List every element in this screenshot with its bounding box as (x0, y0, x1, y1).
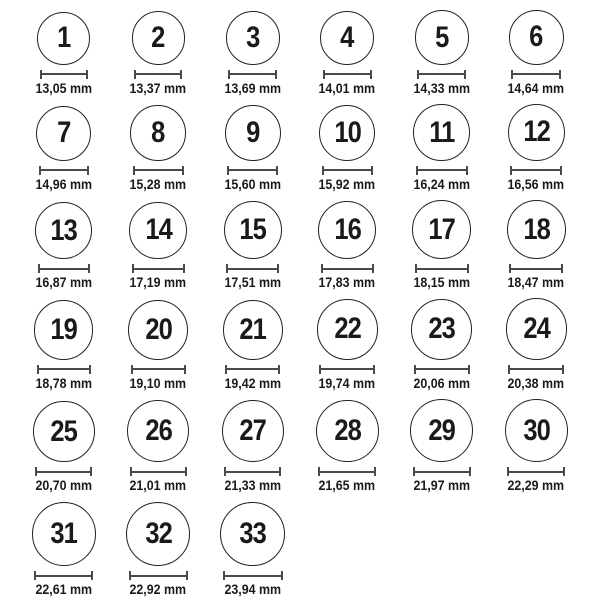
ring-size-number: 2 (151, 21, 165, 55)
diameter-label: 22,29 mm (507, 478, 565, 494)
ring-circle-icon (128, 300, 188, 360)
ring-circle-icon (36, 106, 91, 161)
ring-size-number: 33 (239, 516, 267, 550)
diameter-label: 15,60 mm (224, 176, 282, 192)
ring-size-number: 29 (428, 413, 456, 447)
ring-size-number: 20 (144, 312, 172, 346)
diameter-dimension-line (37, 365, 91, 374)
ring-circle-icon (35, 202, 92, 259)
ring-size-cell (316, 105, 378, 193)
ring-circle-icon (316, 400, 379, 463)
diameter-label: 17,51 mm (224, 275, 282, 291)
diameter-label: 17,83 mm (318, 275, 376, 291)
diameter-label: 14,96 mm (35, 176, 93, 192)
ring-size-cell (33, 401, 95, 495)
ring-size-cell (220, 502, 285, 599)
ring-size-cell (505, 399, 568, 495)
ring-size-number: 3 (246, 20, 260, 54)
ring-size-cell (316, 11, 378, 97)
ring-size-cell (411, 200, 473, 291)
diameter-label: 13,05 mm (35, 80, 93, 96)
diameter-label: 14,33 mm (413, 80, 471, 96)
ring-size-number: 6 (529, 20, 543, 54)
diameter-dimension-line (35, 467, 92, 476)
diameter-dimension-line (40, 70, 88, 79)
diameter-dimension-line (509, 264, 563, 273)
diameter-dimension-line (225, 365, 280, 374)
ring-circle-icon (34, 300, 93, 359)
ring-size-cell (33, 300, 95, 392)
ring-size-cell (222, 300, 284, 392)
ring-circle-icon (127, 400, 189, 462)
diameter-dimension-line (133, 166, 184, 175)
diameter-label: 18,78 mm (35, 375, 93, 391)
ring-size-number: 27 (239, 414, 267, 448)
diameter-label: 16,87 mm (35, 275, 93, 291)
diameter-dimension-line (416, 166, 468, 175)
ring-circle-icon (132, 11, 185, 64)
ring-size-cell (126, 502, 190, 598)
diameter-label: 19,42 mm (224, 375, 282, 391)
diameter-dimension-line (38, 264, 90, 273)
diameter-dimension-line (224, 467, 281, 476)
ring-circle-icon (32, 502, 96, 566)
diameter-dimension-line (417, 70, 466, 79)
ring-size-cell (222, 201, 284, 291)
ring-size-number: 9 (246, 116, 260, 149)
diameter-label: 21,65 mm (318, 478, 376, 494)
diameter-label: 19,74 mm (318, 375, 376, 391)
ring-size-number: 31 (50, 517, 78, 551)
ring-size-cell (127, 300, 189, 392)
diameter-dimension-line (319, 365, 375, 374)
ring-size-cell (33, 202, 95, 292)
diameter-dimension-line (415, 264, 469, 273)
diameter-label: 16,56 mm (507, 176, 565, 192)
ring-circle-icon (317, 299, 378, 360)
ring-size-cell (127, 400, 189, 494)
ring-circle-icon (33, 401, 95, 463)
ring-circle-icon (318, 201, 376, 259)
ring-size-cell (127, 11, 189, 97)
ring-circle-icon (130, 105, 186, 161)
diameter-dimension-line (131, 365, 186, 374)
ring-size-cell (222, 11, 284, 97)
diameter-dimension-line (223, 571, 283, 580)
diameter-label: 20,70 mm (35, 478, 93, 494)
ring-circle-icon (509, 10, 564, 65)
diameter-label: 20,38 mm (507, 375, 565, 391)
ring-size-number: 11 (429, 115, 455, 149)
ring-size-cell (127, 202, 189, 292)
diameter-dimension-line (228, 70, 277, 79)
ring-size-number: 17 (428, 212, 456, 246)
diameter-dimension-line (226, 264, 279, 273)
ring-size-cell (411, 10, 473, 97)
diameter-dimension-line (414, 365, 470, 374)
ring-size-number: 12 (522, 115, 550, 149)
ring-circle-icon (411, 299, 472, 360)
ring-circle-icon (129, 202, 187, 260)
diameter-dimension-line (323, 70, 372, 79)
ring-size-number: 15 (239, 213, 267, 247)
ring-size-number: 25 (50, 414, 78, 448)
ring-size-number: 5 (435, 20, 449, 54)
diameter-dimension-line (321, 264, 374, 273)
ring-circle-icon (508, 104, 565, 161)
diameter-dimension-line (511, 70, 561, 79)
diameter-label: 15,28 mm (129, 176, 187, 192)
diameter-dimension-line (507, 467, 565, 476)
diameter-label: 14,01 mm (318, 80, 376, 96)
diameter-dimension-line (134, 70, 182, 79)
ring-circle-icon (126, 502, 190, 566)
ring-circle-icon (507, 200, 566, 259)
ring-circle-icon (223, 300, 283, 360)
diameter-dimension-line (39, 166, 89, 175)
ring-circle-icon (412, 200, 471, 259)
ring-size-cell (411, 299, 473, 392)
ring-size-number: 14 (144, 213, 172, 247)
ring-circle-icon (413, 104, 470, 161)
ring-size-cell (505, 200, 567, 291)
ring-size-cell (316, 201, 378, 292)
ring-circle-icon (225, 105, 281, 161)
diameter-dimension-line (318, 467, 376, 476)
diameter-label: 21,97 mm (413, 478, 471, 494)
ring-circle-icon (320, 11, 374, 65)
ring-size-number: 18 (522, 212, 550, 246)
ring-size-cell (505, 104, 567, 193)
ring-size-number: 21 (239, 312, 267, 346)
ring-circle-icon (222, 400, 284, 462)
diameter-label: 18,47 mm (507, 275, 565, 291)
ring-circle-icon (220, 502, 285, 567)
ring-circle-icon (319, 105, 375, 161)
ring-circle-icon (37, 12, 90, 65)
ring-size-number: 8 (151, 116, 165, 150)
diameter-label: 14,64 mm (507, 80, 565, 96)
diameter-label: 22,92 mm (129, 582, 187, 598)
diameter-dimension-line (510, 166, 562, 175)
diameter-label: 13,69 mm (224, 80, 282, 96)
diameter-label: 16,24 mm (413, 176, 471, 192)
diameter-label: 21,33 mm (224, 478, 282, 494)
ring-size-number: 16 (333, 213, 361, 247)
ring-size-number: 7 (57, 116, 71, 150)
ring-size-number: 28 (333, 413, 361, 447)
diameter-dimension-line (129, 571, 188, 580)
ring-size-number: 19 (50, 312, 78, 346)
ring-size-number: 30 (522, 413, 550, 447)
diameter-dimension-line (132, 264, 185, 273)
diameter-label: 18,15 mm (413, 275, 471, 291)
ring-size-number: 13 (50, 213, 78, 247)
ring-circle-icon (224, 201, 282, 259)
ring-size-cell (411, 104, 473, 193)
diameter-label: 19,10 mm (129, 375, 187, 391)
ring-size-number: 22 (333, 312, 361, 346)
diameter-dimension-line (322, 166, 373, 175)
ring-circle-icon (410, 399, 473, 462)
diameter-label: 15,92 mm (318, 176, 376, 192)
ring-size-cell (316, 299, 378, 392)
ring-size-cell (33, 106, 95, 193)
ring-circle-icon (505, 399, 568, 462)
diameter-label: 17,19 mm (129, 275, 187, 291)
ring-circle-icon (415, 10, 469, 64)
diameter-dimension-line (34, 571, 93, 580)
diameter-label: 20,06 mm (413, 375, 471, 391)
ring-size-number: 32 (144, 516, 172, 550)
ring-size-cell (505, 10, 567, 97)
diameter-dimension-line (130, 467, 187, 476)
diameter-label: 21,01 mm (129, 478, 187, 494)
ring-size-cell (410, 399, 473, 494)
ring-size-cell (222, 400, 284, 495)
ring-size-number: 24 (522, 312, 550, 346)
diameter-label: 13,37 mm (129, 80, 187, 96)
ring-size-number: 26 (144, 414, 172, 448)
ring-size-cell (222, 105, 284, 193)
ring-size-cell (127, 105, 189, 193)
ring-size-cell (32, 502, 96, 598)
ring-size-cell (33, 12, 95, 97)
ring-circle-icon (226, 11, 280, 65)
ring-size-cell (316, 400, 379, 495)
diameter-dimension-line (508, 365, 564, 374)
ring-size-number: 23 (428, 312, 456, 346)
ring-size-number: 4 (340, 20, 354, 54)
diameter-dimension-line (227, 166, 278, 175)
diameter-dimension-line (413, 467, 471, 476)
ring-circle-icon (506, 298, 567, 359)
diameter-label: 23,94 mm (224, 582, 282, 598)
diameter-label: 22,61 mm (35, 582, 93, 598)
ring-size-cell (505, 298, 567, 391)
ring-size-number: 1 (57, 21, 71, 55)
ring-size-number: 10 (333, 115, 361, 149)
